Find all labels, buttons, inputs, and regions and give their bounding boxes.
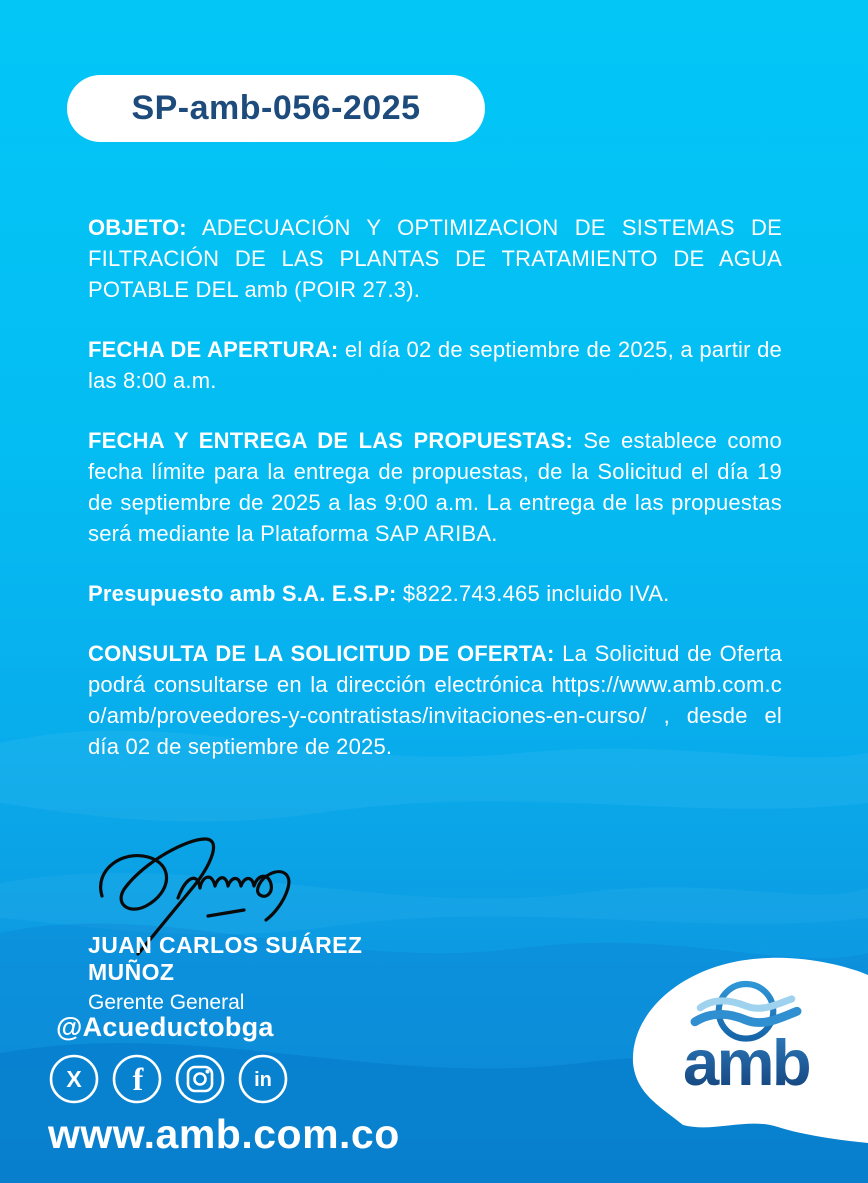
- text-fecha-apertura: el día 02 de septiembre de 2025, a partir de las 8:00 a.m.: [88, 337, 782, 393]
- linkedin-icon: [237, 1053, 289, 1105]
- signature-block: [88, 830, 428, 1015]
- svg-text:X: X: [66, 1066, 82, 1092]
- text-consulta-after: , desde el día 02 de septiembre de 2025.: [88, 703, 783, 759]
- website-url: www.amb.com.co: [48, 1111, 400, 1157]
- reference-pill: [67, 75, 485, 142]
- signer-title: Gerente General: [88, 991, 245, 1014]
- label-fecha-apertura: FECHA DE APERTURA:: [88, 337, 339, 362]
- logo-wave-dark: [695, 1011, 797, 1022]
- body-text: [88, 212, 782, 791]
- social-handle: @Acueductobga: [56, 1012, 274, 1042]
- x-icon: [48, 1053, 100, 1105]
- paragraph-objeto: [88, 212, 782, 305]
- text-objeto: ADECUACIÓN Y OPTIMIZACION DE SISTEMAS DE FILTRACIÓN DE LAS PLANTAS DE TRATAMIENTO DE AGUA POTABLE DEL amb (POIR 27.3).: [88, 215, 782, 302]
- label-objeto: OBJETO:: [88, 215, 187, 240]
- paragraph-presupuesto: [88, 578, 782, 609]
- label-presupuesto: Presupuesto amb S.A. E.S.P:: [88, 581, 397, 606]
- amb-logo: [658, 969, 834, 1109]
- text-presupuesto: $822.743.465 incluido IVA.: [402, 581, 670, 606]
- label-consulta: CONSULTA DE LA SOLICITUD DE OFERTA:: [88, 641, 555, 666]
- svg-text:f: f: [132, 1061, 144, 1097]
- paragraph-consulta: [88, 638, 782, 762]
- text-fecha-entrega: Se establece como fecha límite para la entrega de propuestas, de la Solicitud el día 19 de septiembre de 2025 a las 9:00 a.m. La entrega de las propuestas será mediante la Plataforma SAP ARIBA.: [88, 428, 782, 546]
- svg-text:in: in: [254, 1069, 272, 1091]
- paragraph-fecha-entrega: [88, 425, 782, 549]
- logo-blob: [628, 955, 868, 1150]
- text-consulta-before: La Solicitud de Oferta podrá consultarse en la dirección electrónica: [88, 641, 783, 697]
- social-icons-row: [48, 1053, 400, 1105]
- signer-name: JUAN CARLOS SUÁREZ MUÑOZ: [88, 932, 363, 985]
- footer: [48, 1012, 400, 1158]
- facebook-icon: [111, 1053, 163, 1105]
- reference-number: SP-amb-056-2025: [131, 89, 421, 127]
- instagram-icon: [174, 1053, 226, 1105]
- logo-wave-light: [700, 999, 792, 1008]
- label-fecha-entrega: FECHA Y ENTREGA DE LAS PROPUESTAS:: [88, 428, 574, 453]
- consulta-url: https://www.amb.com.co/amb/proveedores-y-contratistas/invitaciones-en-curso/: [88, 672, 782, 728]
- paragraph-fecha-apertura: [88, 334, 782, 396]
- logo-wordmark: amb: [683, 1026, 809, 1100]
